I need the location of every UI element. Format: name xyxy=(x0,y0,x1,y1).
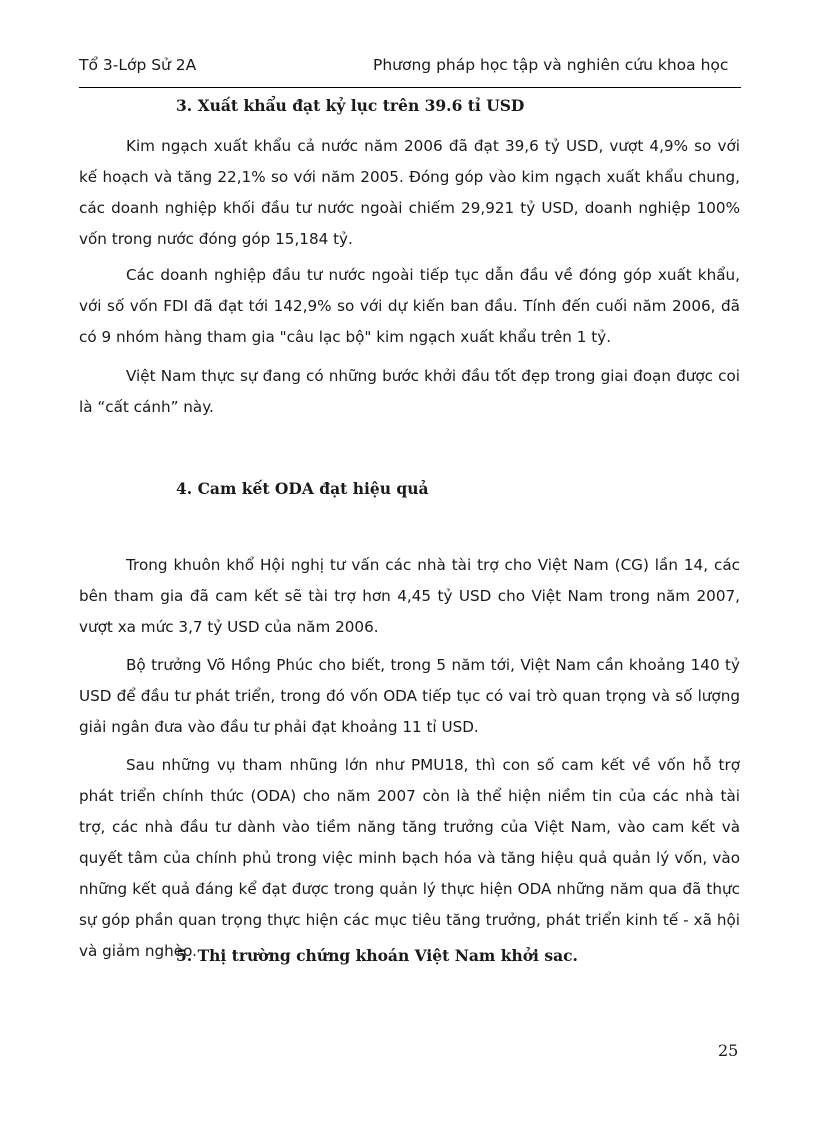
page-number: 25 xyxy=(718,1041,739,1060)
paragraph: Bộ trưởng Võ Hồng Phúc cho biết, trong 5 năm tới, Việt Nam cần khoảng 140 tỷ USD để đầu tư phát triển, trong đó vốn ODA tiếp tục có vai trò quan trọng và số lượng giải ngân đưa vào đầu tư phải đạt khoảng 11 tỉ USD. xyxy=(79,656,740,736)
header-course-title: Phương pháp học tập và nghiên cứu khoa học xyxy=(373,56,729,74)
paragraph: Các doanh nghiệp đầu tư nước ngoài tiếp tục dẫn đầu về đóng góp xuất khẩu, với số vốn FDI đã đạt tới 142,9% so với dự kiến ban đầu. Tính đến cuối năm 2006, đã có 9 nhóm hàng tham gia "câu lạc bộ" kim ngạch xuất khẩu trên 1 tỷ. xyxy=(79,266,740,346)
paragraph: Kim ngạch xuất khẩu cả nước năm 2006 đã đạt 39,6 tỷ USD, vượt 4,9% so với kế hoạch và tăng 22,1% so với năm 2005. Đóng góp vào kim ngạch xuất khẩu chung, các doanh nghiệp khối đầu tư nước ngoài chiếm 29,921 tỷ USD, doanh nghiệp 100% vốn trong nước đóng góp 15,184 tỷ. xyxy=(79,137,740,248)
header-group-name: Tổ 3-Lớp Sử 2A xyxy=(79,56,197,74)
header-divider xyxy=(79,87,741,88)
paragraph: Việt Nam thực sự đang có những bước khởi đầu tốt đẹp trong giai đoạn được coi là “cất cánh” này. xyxy=(79,367,740,416)
section-heading-oda: 4. Cam kết ODA đạt hiệu quả xyxy=(176,479,429,498)
paragraph: Sau những vụ tham nhũng lớn như PMU18, thì con số cam kết về vốn hỗ trợ phát triển chính thức (ODA) cho năm 2007 còn là thể hiện niềm tin của các nhà tài trợ, các nhà đầu tư dành vào tiềm năng tăng trưởng của Việt Nam, vào cam kết và quyết tâm của chính phủ trong việc minh bạch hóa và tăng hiệu quả quản lý vốn, vào những kết quả đáng kể đạt được trong quản lý thực hiện ODA những năm qua đã thực sự góp phần quan trọng thực hiện các mục tiêu tăng trưởng, phát triển kinh tế - xã hội và giảm nghèo. xyxy=(79,756,740,960)
paragraph: Trong khuôn khổ Hội nghị tư vấn các nhà tài trợ cho Việt Nam (CG) lần 14, các bên tham gia đã cam kết sẽ tài trợ hơn 4,45 tỷ USD cho Việt Nam trong năm 2007, vượt xa mức 3,7 tỷ USD của năm 2006. xyxy=(79,556,740,636)
section-heading-export: 3. Xuất khẩu đạt kỷ lục trên 39.6 tỉ USD xyxy=(176,96,525,115)
section-heading-stock-market: 5. Thị trường chứng khoán Việt Nam khởi sac. xyxy=(176,946,578,965)
